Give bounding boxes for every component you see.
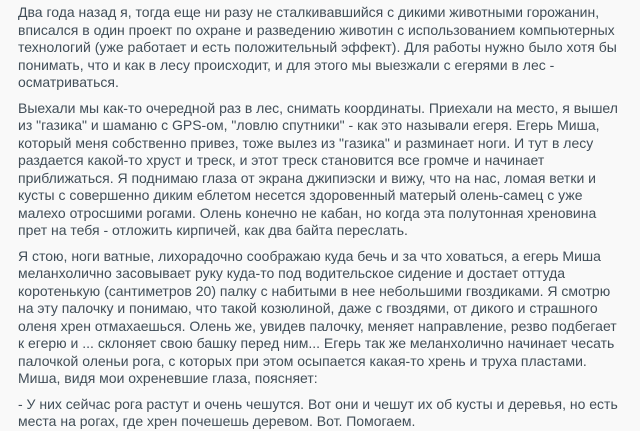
story-paragraph-stick: Я стою, ноги ватные, лихорадочно соображаю куда бечь и за что ховаться, а егерь Миша меланхолично засовывает руку куда-то под водительское сидение и достает оттуда коротенькую (сантиметров 20) палку с набитыми в нее небольшими гвоздиками. Я смотрю на эту палочку и понимаю, что такой козюлиной, даже с гвоздями, от дикого и страшного оленя хрен отмахаешься. Олень же, увидев палочку, меняет направление, резво подбегает к егерю и ... склоняет свою башку перед ним... Егерь так же меланхолично начинает чесать палочкой оленьи рога, с которых при этом осыпается какая-то хрень и труха пластами. Миша, видя мои охреневшие глаза, поясняет: — [18, 247, 617, 386]
story-paragraph-explanation: - У них сейчас рога растут и очень чешутся. Вот они и чешут их об кусты и деревья, но есть места на рогах, где хрен почешешь деревом. Вот. Помогаем. — [18, 395, 618, 429]
story-paragraph-intro: Два года назад я, тогда еще ни разу не сталкивавшийся с дикими животными горожанин, вписался в один проект по охране и разведению животин с использованием компьютерных технологий (уже работает и есть положительный эффект). Для работы нужно было хотя бы понимать, что и как в лесу происходит, и для этого мы выезжали с егерями в лес - осматриваться. — [18, 4, 617, 90]
story-paragraph-deer-appears: Выехали мы как-то очередной раз в лес, снимать координаты. Приехали на место, я вышел из "газика" и шаманю с GPS-ом, "ловлю спутники" - как это называли егеря. Егерь Миша, который меня собственно привез, тоже вылез из "газика" и разминает ноги. И тут в лесу раздается какой-то хруст и треск, и этот треск становится все громче и начинает приближаться. Я поднимаю глаза от экрана джипиэски и вижу, что на нас, ломая ветки и кусты с совершенно диким еблетом несется здоровенный матерый олень-самец с уже малехо отросшими рогами. Олень конечно не кабан, но когда эта полутонная хреновина прет на тебя - отложить кирпичей, как два байта переслать. — [18, 99, 618, 238]
